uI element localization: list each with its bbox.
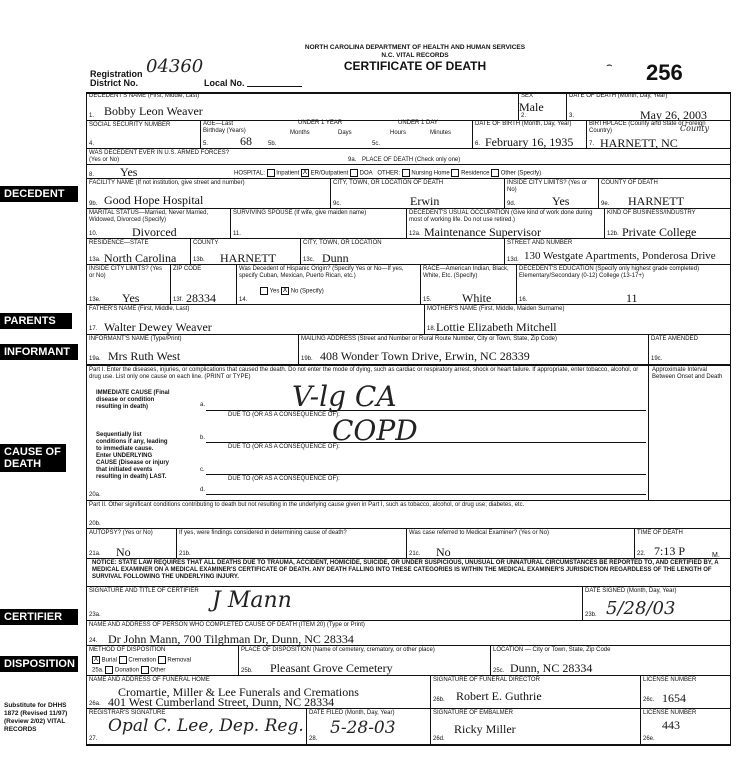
label-mailing: MAILING ADDRESS (Street and Number or Rural Route Number, City or Town, State, Zip Code) xyxy=(301,336,557,342)
label-place-of-death: PLACE OF DEATH (Check only one) xyxy=(362,157,461,163)
label-other-disposition: Other xyxy=(150,667,166,674)
label-interval: Approximate Interval Between Onset and Death xyxy=(652,367,723,380)
item-16: 16. xyxy=(519,297,528,303)
label-county-of-death: COUNTY OF DEATH xyxy=(601,180,658,186)
item-13d: 13d. xyxy=(507,257,519,263)
item-26d: 26d. xyxy=(433,736,445,742)
label-ssn: SOCIAL SECURITY NUMBER xyxy=(89,122,171,128)
label-hispanic: Was Decedent of Hispanic Origin? (Specify Yes or No—If yes, specify Cuban, Mexican, Puerto Rican, etc.) xyxy=(239,266,404,279)
checkbox-removal[interactable] xyxy=(158,656,166,664)
label-date-amended: DATE AMENDED xyxy=(651,336,698,342)
label-race: RACE—American Indian, Black, White, Etc. (Specify) xyxy=(423,266,509,279)
label-doa: DOA xyxy=(359,170,373,177)
embalmer: Ricky Miller xyxy=(454,722,516,736)
label-days: Days xyxy=(338,130,352,136)
label-donation: Donation xyxy=(115,667,140,674)
label-occupation: DECEDENT'S USUAL OCCUPATION (Give kind of work done during most of working life. Do not use retired.) xyxy=(409,210,593,223)
item-21c: 21c. xyxy=(409,551,421,557)
cause-a-handwriting: V-lg CA xyxy=(292,380,397,413)
label-funeral-home: NAME AND ADDRESS OF FUNERAL HOME xyxy=(89,677,210,683)
father-name: Walter Dewey Weaver xyxy=(104,320,212,334)
autopsy: No xyxy=(116,545,131,559)
item-28: 28. xyxy=(309,736,318,742)
item-7: 7. xyxy=(589,141,595,147)
item-9d: 9d. xyxy=(507,201,516,207)
tick-mark: ⌢ xyxy=(606,60,613,71)
label-hospital: HOSPITAL: xyxy=(234,170,265,177)
item-17: 17. xyxy=(89,326,98,332)
item-14: 14. xyxy=(239,297,248,303)
cause-b-handwriting: COPD xyxy=(332,414,418,447)
residence-state: North Carolina xyxy=(104,251,177,265)
label-hours: Hours xyxy=(390,130,407,136)
label-res-street: STREET AND NUMBER xyxy=(507,240,573,246)
label-hispanic-yes: Yes xyxy=(269,288,280,295)
item-20a: 20a. xyxy=(89,492,101,498)
label-registrar: REGISTRAR'S SIGNATURE xyxy=(89,710,166,716)
district-label: District No. xyxy=(90,78,139,88)
item-23a: 23a. xyxy=(89,612,101,618)
date-of-death: May 26, 2003 xyxy=(640,108,707,122)
office-name: N.C. VITAL RECORDS xyxy=(381,52,449,59)
residence-inside-city: Yes xyxy=(122,291,140,305)
informant-name: Mrs Ruth West xyxy=(108,349,181,363)
label-removal: Removal xyxy=(167,657,192,664)
decedent-sex: Male xyxy=(519,100,544,114)
section-disposition: DISPOSITION xyxy=(0,656,78,672)
line-d: d. xyxy=(200,487,206,493)
section-informant: INFORMANT xyxy=(0,344,78,360)
label-funeral-director: SIGNATURE OF FUNERAL DIRECTOR xyxy=(433,677,540,683)
label-minutes: Minutes xyxy=(430,130,452,136)
item-26a: 26a. xyxy=(89,701,101,707)
decedent-age: 68 xyxy=(240,134,252,148)
item-26c: 26c. xyxy=(643,697,655,703)
label-nursing-home: Nursing Home xyxy=(411,170,450,177)
date-filed: 5-28-03 xyxy=(330,718,396,738)
item-10: 10. xyxy=(89,231,98,237)
label-informant: INFORMANT'S NAME (Type/Print) xyxy=(89,336,182,342)
checkbox-donation[interactable] xyxy=(105,666,113,674)
item-12a: 12a. xyxy=(409,231,421,237)
birthplace: HARNETT, NC xyxy=(600,136,678,150)
license-number-1: 1654 xyxy=(662,691,686,705)
item-13c: 13c. xyxy=(303,257,315,263)
label-city-of-death: CITY, TOWN, OR LOCATION OF DEATH xyxy=(333,180,444,186)
label-date-of-death: DATE OF DEATH (Month, Day, Year) xyxy=(569,93,668,99)
label-zip: ZIP CODE xyxy=(173,266,202,272)
label-place-disposition: PLACE OF DISPOSITION (Name of cemetery, crematory, or other place) xyxy=(241,647,435,653)
label-res-inside: INSIDE CITY LIMITS? (Yes or No) xyxy=(89,266,163,279)
section-certifier: CERTIFIER xyxy=(0,609,78,625)
item-15: 15. xyxy=(423,297,432,303)
label-certifier-name: NAME AND ADDRESS OF PERSON WHO COMPLETED CAUSE OF DEATH (ITEM 20) (Type or Print) xyxy=(89,622,365,628)
item-4: 4. xyxy=(89,141,95,147)
checkbox-other-specify[interactable] xyxy=(491,169,499,177)
checkbox-burial[interactable]: X xyxy=(93,656,99,663)
line-b: b. xyxy=(200,435,206,441)
item-5b: 5b. xyxy=(268,141,277,147)
label-armed-forces: WAS DECEDENT EVER IN U.S. ARMED FORCES? (Yes or No) xyxy=(89,150,230,163)
item-9e: 9e. xyxy=(601,201,610,207)
label-sex: SEX xyxy=(521,93,534,99)
label-time-of-death: TIME OF DEATH xyxy=(637,530,683,536)
birthplace-note: County xyxy=(680,124,709,133)
label-birthplace: BIRTHPLACE (County and State or Foreign Country) xyxy=(589,121,706,134)
checkbox-doa[interactable] xyxy=(350,169,358,177)
checkbox-nursing-home[interactable] xyxy=(402,169,410,177)
decedent-name: Bobby Leon Weaver xyxy=(104,104,203,118)
item-13a: 13a. xyxy=(89,257,101,263)
funeral-home-name: Cromartie, Miller & Lee Funerals and Cremations xyxy=(118,685,359,699)
item-13f: 13f. xyxy=(173,297,184,303)
item-20b: 20b. xyxy=(89,521,101,527)
label-sequential: Sequentially list conditions if any, leading to immediate cause. Enter UNDERLYING CAUSE (Disease or injury that initiated events resulting in death) LAST. xyxy=(96,432,170,480)
item-26e: 26e. xyxy=(643,736,655,742)
label-embalmer: SIGNATURE OF EMBALMER xyxy=(433,710,513,716)
item-27: 27. xyxy=(89,736,98,742)
label-under-1-day: UNDER 1 DAY xyxy=(398,120,438,126)
funeral-director: Robert E. Guthrie xyxy=(456,689,542,703)
item-19c: 19c. xyxy=(651,356,663,362)
label-marital: MARITAL STATUS—Married, Never Married, Widowed, Divorced (Specify) xyxy=(89,210,209,223)
license-number-2: 443 xyxy=(662,718,680,732)
time-meridiem: M. xyxy=(712,552,720,559)
item-3: 3. xyxy=(569,113,575,119)
date-of-birth: February 16, 1935 xyxy=(485,135,574,149)
district-number: 04360 xyxy=(146,56,204,77)
county-of-death: HARNETT xyxy=(628,194,684,208)
label-part-1: Part I. Enter the diseases, injuries, or complications that caused the death. Do not enter the mode of dying, such as cardiac or respiratory arrest, shock or heart failure. If appropriate, enter tobacco, alcohol, or drug use. List only one cause on each line. (PRINT or TYPE) xyxy=(89,367,639,380)
mother-name: Lottie Elizabeth Mitchell xyxy=(436,320,557,334)
item-25c: 25c. xyxy=(493,668,505,674)
label-license-2: LICENSE NUMBER xyxy=(643,710,697,716)
label-dob: DATE OF BIRTH (Month, Day, Year) xyxy=(475,121,572,127)
due-to-c: DUE TO (OR AS A CONSEQUENCE OF): xyxy=(228,476,340,482)
label-name: DECEDENT'S NAME (First, Middle, Last) xyxy=(89,93,200,99)
item-25b: 25b. xyxy=(241,668,253,674)
label-other-specify: Other (Specify) xyxy=(500,170,542,177)
item-21a: 21a. xyxy=(89,551,101,557)
mailing-address: 408 Wonder Town Drive, Erwin, NC 28339 xyxy=(320,349,530,363)
label-immediate-cause: IMMEDIATE CAUSE (Final disease or condition resulting in death) xyxy=(96,390,170,410)
label-method: METHOD OF DISPOSITION xyxy=(89,647,166,653)
local-line xyxy=(247,86,302,87)
referred-me: No xyxy=(436,545,451,559)
checkbox-residence[interactable] xyxy=(451,169,459,177)
item-18: 18. xyxy=(427,326,436,332)
label-license-1: LICENSE NUMBER xyxy=(643,677,697,683)
item-19a: 19a. xyxy=(89,356,101,362)
item-1: 1. xyxy=(89,113,95,119)
item-8: 8. xyxy=(89,172,95,178)
label-facility: FACILITY NAME (If not institution, give street and number) xyxy=(89,180,245,186)
label-hispanic-no: No (Specify) xyxy=(290,288,324,295)
local-label: Local No. xyxy=(204,78,245,88)
line-a: a. xyxy=(200,402,206,408)
label-date-filed: DATE FILED (Month, Day, Year) xyxy=(309,710,395,716)
race: White xyxy=(462,291,492,305)
business: Private College xyxy=(622,225,697,239)
checkbox-er-outpatient[interactable]: X xyxy=(302,169,308,176)
label-res-city: CITY, TOWN, OR LOCATION xyxy=(303,240,382,246)
checkbox-cremation[interactable] xyxy=(119,656,127,664)
section-cause-of-death xyxy=(0,444,66,472)
marital-status: Divorced xyxy=(132,225,177,239)
item-23b: 23b. xyxy=(585,612,597,618)
label-business: KIND OF BUSINESS/INDUSTRY xyxy=(607,210,696,216)
notice-text: NOTICE: STATE LAW REQUIRES THAT ALL DEATHS DUE TO TRAUMA, ACCIDENT, HOMICIDE, SUICIDE, OR UNDER SUSPICIOUS, UNUSUAL OR UNNATURAL CIRCUMSTANCES BE REPORTED TO, AND CERTIFIED BY, A MEDICAL EXAMINER ON A MEDICAL EXAMINER'S CERTIFICATE OF DEATH. ANY DEATH FALLING INTO THESE CATEGORIES IS WITHIN THE MEDICAL EXAMINER'S JURISDICTION REGARDLESS OF THE LENGTH OF SURVIVAL FOLLOWING THE UNDERLYING INJURY. xyxy=(92,560,719,580)
department-name: NORTH CAROLINA DEPARTMENT OF HEALTH AND HUMAN SERVICES xyxy=(304,44,526,51)
facility-name: Good Hope Hospital xyxy=(104,193,204,207)
form-footer: Substitute for DHHS 1872 (Revised 11/97) (Review 2/02) VITAL RECORDS xyxy=(4,702,68,733)
label-months: Months xyxy=(290,130,310,136)
disposition-location: Dunn, NC 28334 xyxy=(510,661,593,675)
item-22: 22. xyxy=(637,551,646,557)
date-signed: 5/28/03 xyxy=(606,598,676,619)
label-under-1-year: UNDER 1 YEAR xyxy=(298,120,343,126)
residence-city: Dunn xyxy=(322,251,349,265)
section-parents: PARENTS xyxy=(0,313,72,329)
item-19b: 19b. xyxy=(301,356,313,362)
place-of-disposition: Pleasant Grove Cemetery xyxy=(270,661,393,675)
item-6: 6. xyxy=(475,141,481,147)
education: 11 xyxy=(626,291,638,305)
hispanic-options xyxy=(260,287,324,296)
certifier-name: Dr John Mann, 700 Tilghman Dr, Dunn, NC 28334 xyxy=(108,632,354,646)
label-er-outpatient: ER/Outpatient xyxy=(310,170,349,177)
item-2: 2. xyxy=(521,113,527,119)
section-decedent: DECEDENT xyxy=(0,186,78,202)
label-cremation: Cremation xyxy=(128,657,157,664)
label-mother: MOTHER'S NAME (First, Middle, Maiden Surname) xyxy=(427,306,565,312)
inside-city-limits: Yes xyxy=(552,194,570,208)
label-spouse: SURVIVING SPOUSE (If wife, give maiden name) xyxy=(233,210,367,216)
checkbox-hispanic-no[interactable]: X xyxy=(282,287,288,294)
item-9c: 9c. xyxy=(333,201,342,207)
label-father: FATHER'S NAME (First, Middle, Last) xyxy=(89,306,190,312)
label-inside-city: INSIDE CITY LIMITS? (Yes or No) xyxy=(507,180,588,193)
city-of-death: Erwin xyxy=(410,194,440,208)
label-autopsy: AUTOPSY? (Yes or No) xyxy=(89,530,153,536)
label-education: DECEDENT'S EDUCATION (Specify only highest grade completed) Elementary/Secondary (0-12) College (13-17+) xyxy=(519,266,700,279)
label-inpatient: Inpatient xyxy=(276,170,300,177)
item-5: 5. xyxy=(203,141,209,147)
label-certifier-signature: SIGNATURE AND TITLE OF CERTIFIER xyxy=(89,588,199,594)
place-of-death-options xyxy=(234,169,541,178)
residence-county: HARNETT xyxy=(220,251,276,265)
certifier-signature: J Mann xyxy=(212,588,292,613)
item-9a: 9a. xyxy=(348,157,357,163)
label-other: OTHER: xyxy=(377,170,401,177)
checkbox-other-disposition[interactable] xyxy=(141,666,149,674)
section-cause-label: CAUSE OF DEATH xyxy=(4,446,61,470)
label-residence: Residence xyxy=(461,170,490,177)
item-5c: 5c. xyxy=(372,141,381,147)
label-location: LOCATION — City or Town, State, Zip Code xyxy=(493,647,611,653)
occupation: Maintenance Supervisor xyxy=(424,225,541,239)
item-25a: 25a. xyxy=(92,667,104,674)
label-res-state: RESIDENCE—STATE xyxy=(89,240,149,246)
label-part-2: Part II. Other significant conditions contributing to death but not resulting in the underlying cause given in Part I, such as tobacco, alcohol, or drug use; diabetes, etc. xyxy=(89,502,525,508)
item-13b: 13b. xyxy=(193,257,205,263)
method-options-1 xyxy=(92,656,191,665)
checkbox-hispanic-yes[interactable] xyxy=(260,287,268,295)
certificate-title: CERTIFICATE OF DEATH xyxy=(343,59,487,73)
label-date-signed: DATE SIGNED (Month, Day, Year) xyxy=(585,588,677,594)
line-c: c. xyxy=(200,467,205,473)
item-26b: 26b. xyxy=(433,697,445,703)
item-11: 11. xyxy=(233,231,241,237)
label-findings: If yes, were findings considered in determining cause of death? xyxy=(179,530,347,536)
item-24: 24. xyxy=(89,638,98,644)
residence-street: 130 Westgate Apartments, Ponderosa Drive xyxy=(524,250,716,262)
item-13e: 13e. xyxy=(89,297,101,303)
due-to-b: DUE TO (OR AS A CONSEQUENCE OF): xyxy=(228,444,340,450)
label-age: AGE—Last Birthday (Years) xyxy=(203,121,246,134)
funeral-home-address: 401 West Cumberland Street, Dunn, NC 28334 xyxy=(108,695,335,709)
item-21b: 21b. xyxy=(179,551,191,557)
certificate-number: 256 xyxy=(646,60,683,85)
item-9b: 9b. xyxy=(89,201,98,207)
item-12b: 12b. xyxy=(607,231,619,237)
registrar-signature: Opal C. Lee, Dep. Reg. xyxy=(108,716,304,736)
armed-forces: Yes xyxy=(120,165,138,179)
zip-code: 28334 xyxy=(186,291,216,305)
due-to-a: DUE TO (OR AS A CONSEQUENCE OF): xyxy=(228,412,340,418)
label-res-county: COUNTY xyxy=(193,240,219,246)
label-referred: Was case referred to Medical Examiner? (Yes or No) xyxy=(409,530,549,536)
method-options-2 xyxy=(92,666,165,675)
checkbox-inpatient[interactable] xyxy=(267,169,275,177)
registration-label: Registration xyxy=(90,69,143,79)
time-of-death: 7:13 P xyxy=(654,544,686,558)
label-burial: Burial xyxy=(101,657,118,664)
